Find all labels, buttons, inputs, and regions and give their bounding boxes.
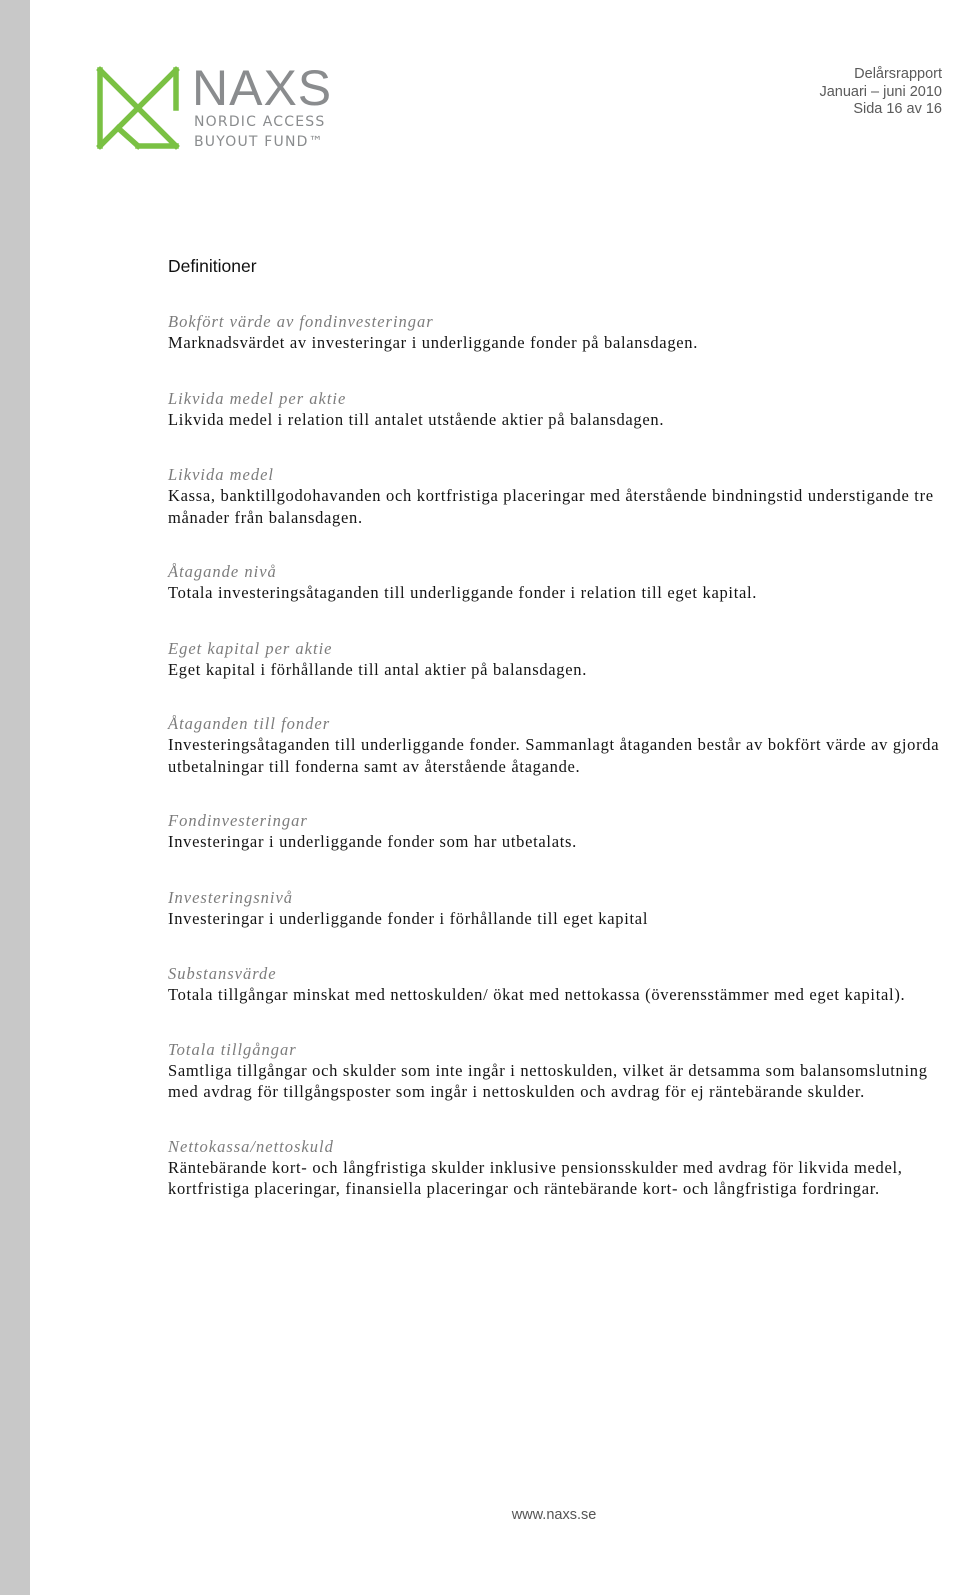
definition-term: Totala tillgångar [168,1039,297,1059]
definitions-list [168,311,943,1200]
definition-term: Likvida medel per aktie [168,388,347,408]
definition-description: Investeringar i underliggande fonder som har utbetalats. [168,832,577,851]
definition-term: Likvida medel [168,465,275,484]
definition-term: Åtaganden till fonder [168,714,331,733]
definition-term: Eget kapital per aktie [168,638,333,658]
report-header-info [819,66,942,119]
definition-item [168,963,943,1006]
page-number: Sida 16 av 16 [853,101,942,117]
definition-term: Investeringsnivå [168,887,294,907]
logo-tagline-line1: NORDIC ACCESS [194,114,326,130]
naxs-logo [96,60,336,154]
definition-description: Samtliga tillgångar och skulder som inte ingår i nettoskulden, vilket är detsamma som balansomslutning med avdrag för tillgångsposter som ingår i nettoskulden och avdrag för ej räntebärande skulder. [168,1060,928,1101]
definition-item [168,311,943,354]
definition-term: Åtagande nivå [168,562,277,581]
definition-item [168,1039,943,1103]
definition-item [168,713,943,777]
definition-item [168,561,943,604]
report-title: Delårsrapport [854,66,942,82]
definition-description: Marknadsvärdet av investeringar i underliggande fonder på balansdagen. [168,333,699,352]
report-period: Januari – juni 2010 [819,83,942,100]
definition-description: Eget kapital i förhållande till antal aktier på balansdagen. [168,659,588,679]
definition-item [168,887,943,930]
definition-term: Nettokassa/nettoskuld [168,1136,334,1156]
left-margin-strip [0,0,30,1595]
definition-description: Räntebärande kort- och långfristiga skulder inklusive pensionsskulder med avdrag för likvida medel, kortfristiga placeringar, finansiella placeringar och räntebärande kort- och långfristiga fordringar. [168,1157,903,1198]
definition-term: Substansvärde [168,964,277,983]
definition-term: Fondinvesteringar [168,811,308,830]
definition-description: Investeringsåtaganden till underliggande fonder. Sammanlagt åtaganden består av bokfört värde av gjorda utbetalningar till fonderna samt av återstående åtagande. [168,735,940,776]
definition-description: Likvida medel i relation till antalet utstående aktier på balansdagen. [168,409,665,429]
definition-item [168,388,943,431]
definition-item [168,810,943,853]
logo-tagline-line2: BUYOUT FUND™ [194,134,324,150]
definition-item [168,1136,943,1200]
naxs-logo-mark-icon [96,66,180,150]
definition-description: Totala investeringsåtaganden till underliggande fonder i relation till eget kapital. [168,583,758,602]
definition-description: Investeringar i underliggande fonder i förhållande till eget kapital [168,908,649,928]
definition-description: Kassa, banktillgodohavanden och kortfristiga placeringar med återstående bindningstid understigande tre månader från balansdagen. [168,486,934,527]
definition-description: Totala tillgångar minskat med nettoskulden/ ökat med nettokassa (överensstämmer med eget kapital). [168,985,906,1004]
definition-item [168,464,943,528]
definition-item [168,638,943,681]
definition-term: Bokfört värde av fondinvesteringar [168,312,434,331]
section-title: Definitioner [168,256,257,276]
logo-wordmark: NAXS [192,60,333,116]
footer-website: www.naxs.se [511,1507,597,1523]
